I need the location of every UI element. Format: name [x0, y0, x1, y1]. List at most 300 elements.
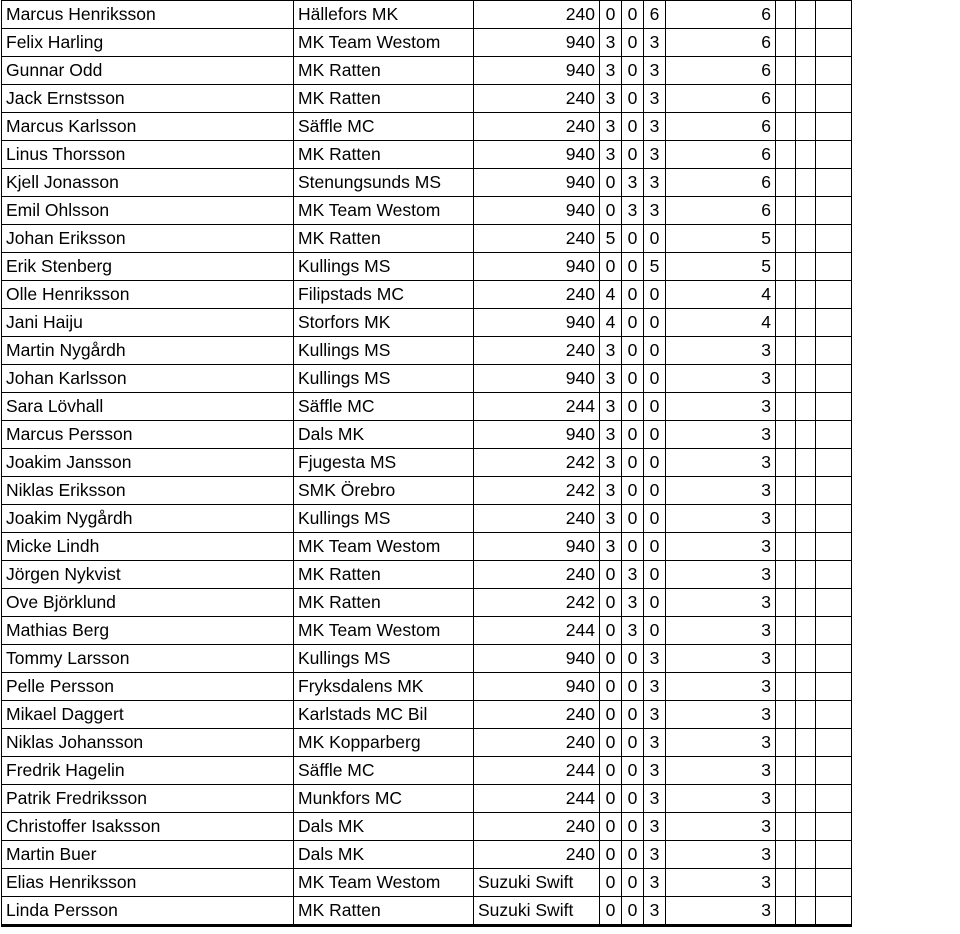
- driver-name-cell: Jörgen Nykvist: [2, 561, 294, 589]
- table-row: [2, 589, 852, 617]
- empty-cell: [816, 477, 852, 505]
- total-points-cell: 3: [666, 645, 776, 673]
- round-1-points-cell: 3: [600, 505, 622, 533]
- empty-cell: [816, 533, 852, 561]
- total-points-cell: 3: [666, 729, 776, 757]
- empty-cell: [816, 645, 852, 673]
- round-2-points-cell: 0: [622, 841, 644, 869]
- empty-cell: [776, 85, 796, 113]
- round-2-points-cell: 0: [622, 673, 644, 701]
- empty-cell: [776, 421, 796, 449]
- club-cell: Dals MK: [294, 841, 474, 869]
- car-cell: 940: [474, 253, 600, 281]
- car-cell: 244: [474, 617, 600, 645]
- empty-cell: [816, 505, 852, 533]
- driver-name-cell: Marcus Persson: [2, 421, 294, 449]
- total-points-cell: 3: [666, 533, 776, 561]
- table-row: [2, 57, 852, 85]
- empty-cell: [776, 393, 796, 421]
- empty-cell: [816, 589, 852, 617]
- round-3-points-cell: 0: [644, 309, 666, 337]
- total-points-cell: 6: [666, 1, 776, 29]
- table-row: [2, 85, 852, 113]
- club-cell: MK Team Westom: [294, 29, 474, 57]
- car-cell: 240: [474, 337, 600, 365]
- round-3-points-cell: 0: [644, 561, 666, 589]
- table-row: [2, 533, 852, 561]
- table-row: [2, 785, 852, 813]
- round-2-points-cell: 0: [622, 645, 644, 673]
- car-cell: 242: [474, 449, 600, 477]
- round-2-points-cell: 0: [622, 57, 644, 85]
- empty-cell: [796, 225, 816, 253]
- round-2-points-cell: 0: [622, 29, 644, 57]
- empty-cell: [816, 225, 852, 253]
- club-cell: Hällefors MK: [294, 1, 474, 29]
- empty-cell: [796, 113, 816, 141]
- driver-name-cell: Niklas Eriksson: [2, 477, 294, 505]
- empty-cell: [796, 869, 816, 897]
- round-3-points-cell: 3: [644, 645, 666, 673]
- round-2-points-cell: 3: [622, 617, 644, 645]
- car-cell: Suzuki Swift: [474, 897, 600, 926]
- club-cell: MK Kopparberg: [294, 729, 474, 757]
- empty-cell: [816, 449, 852, 477]
- empty-cell: [776, 281, 796, 309]
- round-1-points-cell: 3: [600, 113, 622, 141]
- car-cell: 940: [474, 365, 600, 393]
- round-3-points-cell: 0: [644, 477, 666, 505]
- round-2-points-cell: 0: [622, 141, 644, 169]
- total-points-cell: 5: [666, 225, 776, 253]
- table-row: [2, 869, 852, 897]
- car-cell: 240: [474, 225, 600, 253]
- empty-cell: [816, 421, 852, 449]
- driver-name-cell: Christoffer Isaksson: [2, 813, 294, 841]
- car-cell: 940: [474, 533, 600, 561]
- car-cell: 240: [474, 813, 600, 841]
- driver-name-cell: Felix Harling: [2, 29, 294, 57]
- round-3-points-cell: 3: [644, 85, 666, 113]
- round-3-points-cell: 6: [644, 1, 666, 29]
- total-points-cell: 3: [666, 701, 776, 729]
- driver-name-cell: Kjell Jonasson: [2, 169, 294, 197]
- driver-name-cell: Joakim Nygårdh: [2, 505, 294, 533]
- car-cell: 244: [474, 785, 600, 813]
- empty-cell: [776, 1, 796, 29]
- empty-cell: [776, 645, 796, 673]
- empty-cell: [796, 281, 816, 309]
- round-2-points-cell: 0: [622, 393, 644, 421]
- empty-cell: [796, 1, 816, 29]
- driver-name-cell: Mathias Berg: [2, 617, 294, 645]
- club-cell: Filipstads MC: [294, 281, 474, 309]
- empty-cell: [816, 141, 852, 169]
- driver-name-cell: Sara Lövhall: [2, 393, 294, 421]
- driver-name-cell: Marcus Henriksson: [2, 1, 294, 29]
- table-row: [2, 1, 852, 29]
- round-2-points-cell: 0: [622, 253, 644, 281]
- empty-cell: [776, 701, 796, 729]
- round-1-points-cell: 0: [600, 757, 622, 785]
- empty-cell: [816, 701, 852, 729]
- club-cell: MK Ratten: [294, 57, 474, 85]
- empty-cell: [816, 29, 852, 57]
- car-cell: 940: [474, 645, 600, 673]
- empty-cell: [776, 253, 796, 281]
- total-points-cell: 6: [666, 29, 776, 57]
- table-row: [2, 617, 852, 645]
- table-row: [2, 197, 852, 225]
- car-cell: 940: [474, 421, 600, 449]
- empty-cell: [796, 645, 816, 673]
- empty-cell: [796, 701, 816, 729]
- empty-cell: [816, 1, 852, 29]
- total-points-cell: 3: [666, 505, 776, 533]
- round-1-points-cell: 0: [600, 589, 622, 617]
- empty-cell: [796, 561, 816, 589]
- round-1-points-cell: 3: [600, 477, 622, 505]
- table-row: [2, 757, 852, 785]
- club-cell: Fryksdalens MK: [294, 673, 474, 701]
- round-2-points-cell: 0: [622, 869, 644, 897]
- club-cell: Säffle MC: [294, 757, 474, 785]
- total-points-cell: 3: [666, 337, 776, 365]
- empty-cell: [816, 57, 852, 85]
- round-3-points-cell: 3: [644, 57, 666, 85]
- empty-cell: [816, 337, 852, 365]
- round-3-points-cell: 3: [644, 813, 666, 841]
- round-2-points-cell: 0: [622, 337, 644, 365]
- total-points-cell: 6: [666, 113, 776, 141]
- empty-cell: [816, 281, 852, 309]
- empty-cell: [776, 757, 796, 785]
- empty-cell: [776, 729, 796, 757]
- driver-name-cell: Marcus Karlsson: [2, 113, 294, 141]
- empty-cell: [796, 477, 816, 505]
- total-points-cell: 3: [666, 477, 776, 505]
- table-row: [2, 225, 852, 253]
- club-cell: Dals MK: [294, 421, 474, 449]
- empty-cell: [816, 897, 852, 926]
- round-3-points-cell: 0: [644, 337, 666, 365]
- round-2-points-cell: 0: [622, 701, 644, 729]
- table-row: [2, 365, 852, 393]
- round-1-points-cell: 0: [600, 897, 622, 926]
- car-cell: 940: [474, 197, 600, 225]
- driver-name-cell: Olle Henriksson: [2, 281, 294, 309]
- round-1-points-cell: 0: [600, 841, 622, 869]
- round-2-points-cell: 0: [622, 1, 644, 29]
- table-row: [2, 561, 852, 589]
- round-1-points-cell: 3: [600, 337, 622, 365]
- club-cell: Säffle MC: [294, 113, 474, 141]
- empty-cell: [796, 421, 816, 449]
- table-row: [2, 393, 852, 421]
- empty-cell: [776, 869, 796, 897]
- empty-cell: [796, 393, 816, 421]
- round-3-points-cell: 0: [644, 365, 666, 393]
- empty-cell: [796, 169, 816, 197]
- driver-name-cell: Erik Stenberg: [2, 253, 294, 281]
- round-3-points-cell: 3: [644, 169, 666, 197]
- driver-name-cell: Johan Eriksson: [2, 225, 294, 253]
- table-row: [2, 309, 852, 337]
- club-cell: MK Team Westom: [294, 533, 474, 561]
- total-points-cell: 3: [666, 813, 776, 841]
- empty-cell: [776, 225, 796, 253]
- table-row: [2, 421, 852, 449]
- club-cell: MK Ratten: [294, 85, 474, 113]
- round-3-points-cell: 3: [644, 757, 666, 785]
- empty-cell: [816, 113, 852, 141]
- club-cell: Munkfors MC: [294, 785, 474, 813]
- round-3-points-cell: 3: [644, 701, 666, 729]
- car-cell: 240: [474, 841, 600, 869]
- round-3-points-cell: 3: [644, 113, 666, 141]
- round-3-points-cell: 0: [644, 617, 666, 645]
- round-2-points-cell: 0: [622, 813, 644, 841]
- round-2-points-cell: 0: [622, 421, 644, 449]
- total-points-cell: 6: [666, 85, 776, 113]
- total-points-cell: 3: [666, 617, 776, 645]
- empty-cell: [816, 169, 852, 197]
- total-points-cell: 6: [666, 169, 776, 197]
- car-cell: 240: [474, 281, 600, 309]
- empty-cell: [796, 673, 816, 701]
- empty-cell: [776, 449, 796, 477]
- empty-cell: [776, 141, 796, 169]
- table-row: [2, 281, 852, 309]
- round-2-points-cell: 0: [622, 225, 644, 253]
- empty-cell: [796, 533, 816, 561]
- driver-name-cell: Johan Karlsson: [2, 365, 294, 393]
- round-2-points-cell: 0: [622, 449, 644, 477]
- total-points-cell: 3: [666, 365, 776, 393]
- table-row: [2, 701, 852, 729]
- driver-name-cell: Jani Haiju: [2, 309, 294, 337]
- empty-cell: [796, 813, 816, 841]
- empty-cell: [796, 589, 816, 617]
- round-2-points-cell: 0: [622, 729, 644, 757]
- empty-cell: [796, 841, 816, 869]
- club-cell: MK Team Westom: [294, 617, 474, 645]
- round-2-points-cell: 0: [622, 113, 644, 141]
- car-cell: 940: [474, 169, 600, 197]
- empty-cell: [776, 561, 796, 589]
- round-3-points-cell: 3: [644, 785, 666, 813]
- table-row: [2, 449, 852, 477]
- round-3-points-cell: 3: [644, 197, 666, 225]
- empty-cell: [776, 477, 796, 505]
- club-cell: MK Ratten: [294, 141, 474, 169]
- car-cell: 940: [474, 29, 600, 57]
- empty-cell: [796, 729, 816, 757]
- empty-cell: [776, 57, 796, 85]
- empty-cell: [816, 393, 852, 421]
- empty-cell: [816, 197, 852, 225]
- total-points-cell: 6: [666, 197, 776, 225]
- driver-name-cell: Pelle Persson: [2, 673, 294, 701]
- table-row: [2, 813, 852, 841]
- empty-cell: [796, 337, 816, 365]
- round-3-points-cell: 5: [644, 253, 666, 281]
- round-3-points-cell: 0: [644, 449, 666, 477]
- table-row: [2, 841, 852, 869]
- club-cell: MK Ratten: [294, 225, 474, 253]
- club-cell: Fjugesta MS: [294, 449, 474, 477]
- empty-cell: [816, 757, 852, 785]
- car-cell: 240: [474, 505, 600, 533]
- table-row: [2, 729, 852, 757]
- car-cell: 244: [474, 393, 600, 421]
- round-2-points-cell: 3: [622, 169, 644, 197]
- driver-name-cell: Tommy Larsson: [2, 645, 294, 673]
- total-points-cell: 3: [666, 393, 776, 421]
- round-1-points-cell: 3: [600, 29, 622, 57]
- car-cell: 244: [474, 757, 600, 785]
- car-cell: 240: [474, 1, 600, 29]
- round-2-points-cell: 0: [622, 785, 644, 813]
- car-cell: Suzuki Swift: [474, 869, 600, 897]
- table-row: [2, 113, 852, 141]
- club-cell: SMK Örebro: [294, 477, 474, 505]
- empty-cell: [776, 113, 796, 141]
- driver-name-cell: Patrik Fredriksson: [2, 785, 294, 813]
- round-2-points-cell: 0: [622, 897, 644, 926]
- driver-name-cell: Ove Björklund: [2, 589, 294, 617]
- car-cell: 940: [474, 141, 600, 169]
- empty-cell: [816, 561, 852, 589]
- club-cell: MK Team Westom: [294, 869, 474, 897]
- round-1-points-cell: 0: [600, 673, 622, 701]
- empty-cell: [776, 169, 796, 197]
- table-row: [2, 141, 852, 169]
- round-3-points-cell: 3: [644, 841, 666, 869]
- empty-cell: [816, 813, 852, 841]
- round-1-points-cell: 0: [600, 561, 622, 589]
- empty-cell: [796, 141, 816, 169]
- total-points-cell: 6: [666, 57, 776, 85]
- round-3-points-cell: 3: [644, 29, 666, 57]
- driver-name-cell: Linus Thorsson: [2, 141, 294, 169]
- results-table: [1, 0, 852, 927]
- club-cell: Stenungsunds MS: [294, 169, 474, 197]
- round-3-points-cell: 0: [644, 393, 666, 421]
- round-1-points-cell: 0: [600, 729, 622, 757]
- round-2-points-cell: 3: [622, 197, 644, 225]
- round-3-points-cell: 3: [644, 897, 666, 926]
- club-cell: MK Ratten: [294, 561, 474, 589]
- club-cell: Kullings MS: [294, 645, 474, 673]
- car-cell: 240: [474, 701, 600, 729]
- round-2-points-cell: 0: [622, 85, 644, 113]
- round-3-points-cell: 0: [644, 533, 666, 561]
- table-row: [2, 337, 852, 365]
- round-1-points-cell: 3: [600, 85, 622, 113]
- car-cell: 940: [474, 673, 600, 701]
- round-1-points-cell: 0: [600, 169, 622, 197]
- empty-cell: [776, 589, 796, 617]
- empty-cell: [816, 253, 852, 281]
- empty-cell: [776, 29, 796, 57]
- car-cell: 240: [474, 85, 600, 113]
- empty-cell: [796, 617, 816, 645]
- round-1-points-cell: 3: [600, 365, 622, 393]
- club-cell: Kullings MS: [294, 337, 474, 365]
- round-1-points-cell: 0: [600, 253, 622, 281]
- round-1-points-cell: 0: [600, 785, 622, 813]
- total-points-cell: 3: [666, 841, 776, 869]
- empty-cell: [796, 29, 816, 57]
- round-2-points-cell: 3: [622, 561, 644, 589]
- table-row: [2, 253, 852, 281]
- round-1-points-cell: 0: [600, 869, 622, 897]
- results-table-body: [2, 1, 852, 926]
- round-1-points-cell: 3: [600, 141, 622, 169]
- total-points-cell: 3: [666, 869, 776, 897]
- empty-cell: [796, 785, 816, 813]
- empty-cell: [816, 85, 852, 113]
- round-3-points-cell: 0: [644, 225, 666, 253]
- empty-cell: [776, 197, 796, 225]
- empty-cell: [796, 197, 816, 225]
- round-3-points-cell: 0: [644, 505, 666, 533]
- empty-cell: [816, 869, 852, 897]
- round-2-points-cell: 0: [622, 533, 644, 561]
- round-2-points-cell: 0: [622, 281, 644, 309]
- driver-name-cell: Joakim Jansson: [2, 449, 294, 477]
- round-3-points-cell: 0: [644, 421, 666, 449]
- empty-cell: [816, 785, 852, 813]
- car-cell: 240: [474, 561, 600, 589]
- table-row: [2, 645, 852, 673]
- empty-cell: [816, 365, 852, 393]
- empty-cell: [776, 673, 796, 701]
- club-cell: Storfors MK: [294, 309, 474, 337]
- driver-name-cell: Gunnar Odd: [2, 57, 294, 85]
- total-points-cell: 3: [666, 561, 776, 589]
- empty-cell: [796, 897, 816, 926]
- driver-name-cell: Emil Ohlsson: [2, 197, 294, 225]
- round-2-points-cell: 0: [622, 505, 644, 533]
- club-cell: MK Ratten: [294, 897, 474, 926]
- total-points-cell: 3: [666, 589, 776, 617]
- empty-cell: [776, 309, 796, 337]
- total-points-cell: 3: [666, 673, 776, 701]
- round-2-points-cell: 0: [622, 757, 644, 785]
- round-2-points-cell: 0: [622, 477, 644, 505]
- empty-cell: [776, 841, 796, 869]
- empty-cell: [816, 729, 852, 757]
- empty-cell: [776, 813, 796, 841]
- empty-cell: [776, 365, 796, 393]
- empty-cell: [776, 337, 796, 365]
- club-cell: Kullings MS: [294, 365, 474, 393]
- round-2-points-cell: 3: [622, 589, 644, 617]
- round-1-points-cell: 0: [600, 701, 622, 729]
- round-2-points-cell: 0: [622, 365, 644, 393]
- empty-cell: [796, 449, 816, 477]
- empty-cell: [796, 85, 816, 113]
- round-1-points-cell: 0: [600, 197, 622, 225]
- empty-cell: [816, 841, 852, 869]
- round-1-points-cell: 3: [600, 533, 622, 561]
- empty-cell: [796, 253, 816, 281]
- round-1-points-cell: 0: [600, 813, 622, 841]
- round-1-points-cell: 0: [600, 617, 622, 645]
- club-cell: Karlstads MC Bil: [294, 701, 474, 729]
